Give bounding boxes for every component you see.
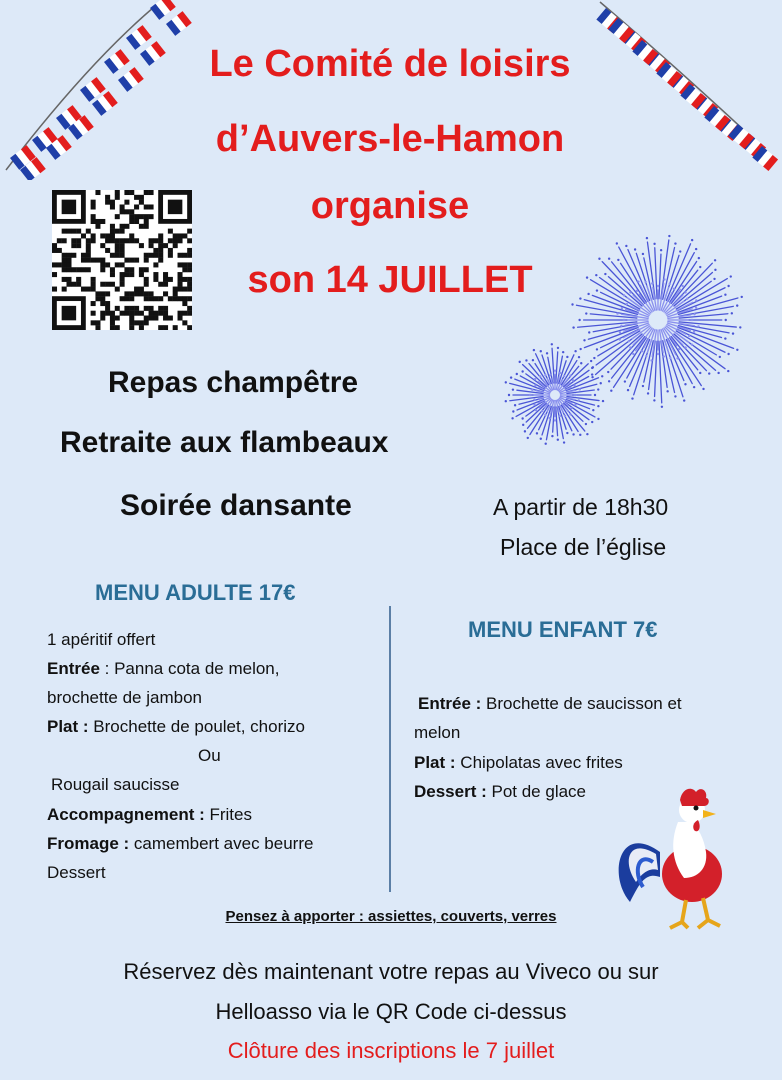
menu-child-title: MENU ENFANT 7€ <box>468 617 658 642</box>
menu-divider <box>389 606 391 892</box>
activity-torchlight: Retraite aux flambeaux <box>60 426 389 459</box>
adult-plat-alt: Rougail saucisse <box>51 775 180 794</box>
title-line-1: Le Comité de loisirs <box>209 43 571 85</box>
reservation-line-1: Réservez dès maintenant votre repas au Viveco ou sur <box>123 959 659 984</box>
child-entree-cont: melon <box>414 723 461 742</box>
event-time: A partir de 18h30 <box>493 494 669 520</box>
activity-meal: Repas champêtre <box>108 366 359 399</box>
title-line-3: organise <box>310 185 470 227</box>
menu-adult-title: MENU ADULTE 17€ <box>95 580 296 605</box>
qr-code-icon[interactable] <box>52 190 192 330</box>
adult-plat: Plat : Brochette de poulet, chorizo <box>47 717 305 736</box>
child-plat: Plat : Chipolatas avec frites <box>414 753 623 772</box>
adult-entree: Entrée : Panna cota de melon, <box>47 659 280 678</box>
title-line-2: d’Auvers-le-Hamon <box>215 118 565 160</box>
title-line-4: son 14 JUILLET <box>247 259 533 301</box>
child-entree: Entrée : Brochette de saucisson et <box>418 694 682 713</box>
fireworks-icon <box>500 230 760 460</box>
event-place: Place de l’église <box>500 534 667 560</box>
registration-deadline: Clôture des inscriptions le 7 juillet <box>227 1038 555 1063</box>
reminder: Pensez à apporter : assiettes, couverts, verres <box>225 908 557 925</box>
activity-dance: Soirée dansante <box>120 489 352 522</box>
adult-aperitif: 1 apéritif offert <box>47 630 156 649</box>
reservation-line-2: Helloasso via le QR Code ci-dessus <box>215 999 567 1024</box>
adult-entree-cont: brochette de jambon <box>47 688 202 707</box>
adult-dessert: Dessert <box>47 863 106 882</box>
adult-ou: Ou <box>198 746 221 765</box>
adult-fromage: Fromage : camembert avec beurre <box>47 834 314 853</box>
child-dessert: Dessert : Pot de glace <box>414 782 587 801</box>
adult-accompagnement: Accompagnement : Frites <box>47 805 252 824</box>
